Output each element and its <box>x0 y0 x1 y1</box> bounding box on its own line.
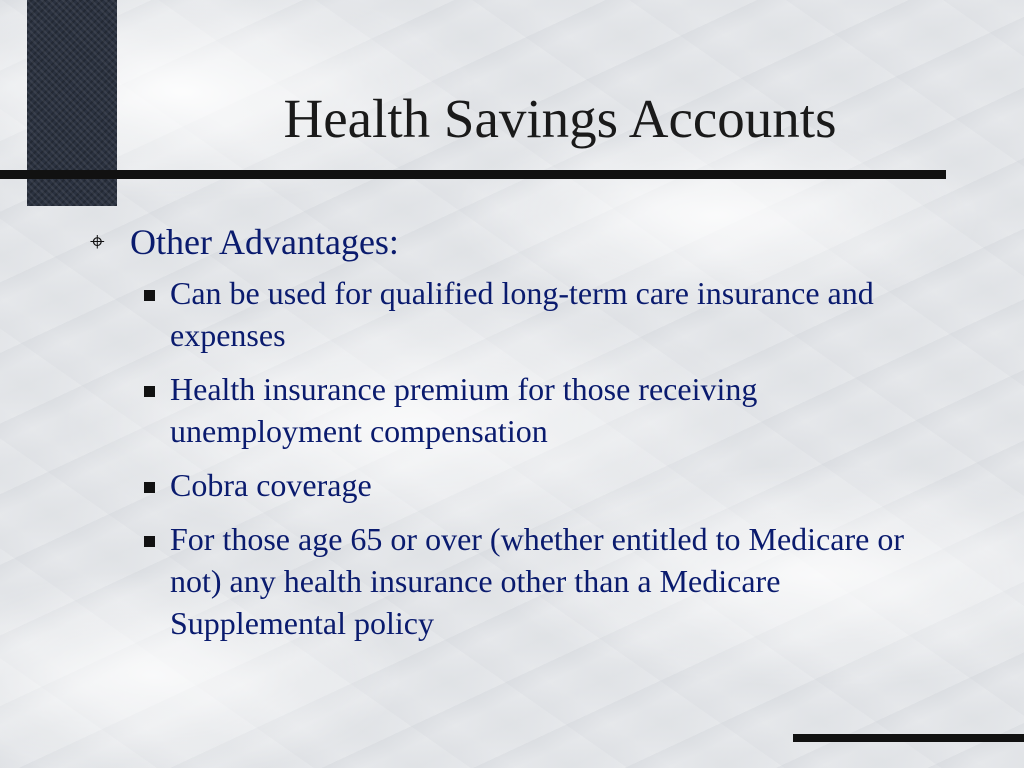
square-bullet-icon <box>138 464 170 506</box>
slide-title: Health Savings Accounts <box>283 88 837 149</box>
list-item-text: For those age 65 or over (whether entitled to Medicare or not) any health insurance other than a Medicare Supplemental policy <box>170 521 904 641</box>
list-item <box>138 368 948 452</box>
hash-bullet-icon: ⌖ <box>90 227 105 256</box>
bullet-level-1 <box>88 218 948 266</box>
section-label: Other Advantages: <box>130 222 399 262</box>
slide-content <box>88 218 948 656</box>
square-bullet-icon <box>138 272 170 314</box>
footer-rule <box>793 734 1024 742</box>
square-bullet-icon <box>138 368 170 410</box>
list-item-text: Cobra coverage <box>170 467 372 503</box>
title-container <box>200 84 920 154</box>
title-underline-rule <box>0 170 946 179</box>
square-bullet-icon <box>138 518 170 560</box>
list-item-text: Health insurance premium for those receiving unemployment compensation <box>170 371 758 449</box>
list-item <box>138 464 948 506</box>
list-item <box>138 272 948 356</box>
list-item-text: Can be used for qualified long-term care insurance and expenses <box>170 275 874 353</box>
list-item <box>138 518 948 644</box>
bullet-list <box>138 272 948 644</box>
